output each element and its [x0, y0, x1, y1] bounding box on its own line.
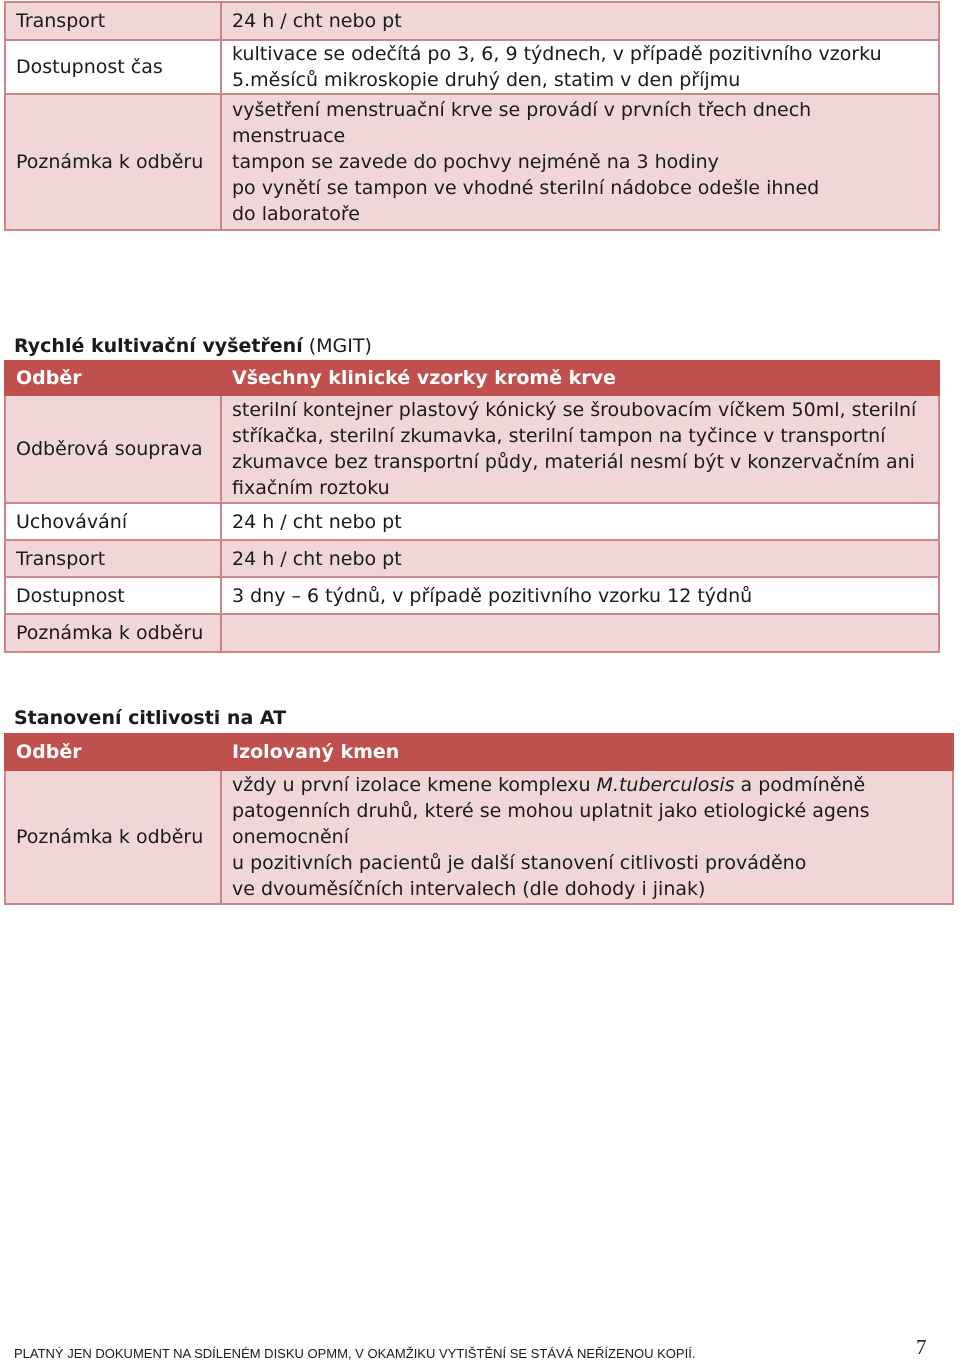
row-label: Uchovávání	[5, 503, 221, 540]
row-label: Odběrová souprava	[5, 395, 221, 503]
table-row	[5, 2, 939, 40]
section-title-bold: Rychlé kultivační vyšetření	[14, 335, 303, 357]
text-line: ve dvouměsíčních intervalech (dle dohody i jinak)	[232, 878, 706, 900]
row-label: Poznámka k odběru	[5, 614, 221, 652]
header-value: Všechny klinické vzorky kromě krve	[221, 361, 939, 395]
row-value	[221, 614, 939, 652]
text-line: sterilní kontejner plastový kónický se šroubovacím víčkem 50ml, sterilní	[232, 399, 917, 421]
text-line: po vynětí se tampon ve vhodné sterilní nádobce odešle ihned	[232, 177, 820, 199]
table-row	[5, 614, 939, 652]
table-at	[4, 733, 954, 905]
row-value: 3 dny – 6 týdnů, v případě pozitivního vzorku 12 týdnů	[221, 577, 939, 614]
text-line: zkumavce bez transportní půdy, materiál nesmí být v konzervačním ani	[232, 451, 915, 473]
section-title-suffix: (MGIT)	[302, 335, 372, 357]
table-row	[5, 40, 939, 94]
row-value: 24 h / cht nebo pt	[221, 540, 939, 577]
row-value: 24 h / cht nebo pt	[221, 503, 939, 540]
text-line: tampon se zavede do pochvy nejméně na 3 hodiny	[232, 151, 719, 173]
row-value	[221, 40, 939, 94]
text-line: onemocnění	[232, 826, 349, 848]
page-number: 7	[916, 1335, 927, 1359]
header-value: Izolovaný kmen	[221, 734, 953, 770]
text-line: kultivace se odečítá po 3, 6, 9 týdnech, v případě pozitivního vzorku	[232, 43, 882, 65]
row-value	[221, 770, 953, 904]
table-header-row	[5, 734, 953, 770]
section-title-mgit	[14, 334, 372, 358]
header-label: Odběr	[5, 361, 221, 395]
text-part: vždy u první izolace kmene komplexu	[232, 774, 597, 796]
text-line: menstruace	[232, 125, 346, 147]
text-line: fixačním roztoku	[232, 477, 390, 499]
table-row	[5, 94, 939, 230]
text-line: u pozitivních pacientů je další stanovení citlivosti prováděno	[232, 852, 807, 874]
header-label: Odběr	[5, 734, 221, 770]
text-line	[232, 772, 942, 798]
table-row	[5, 395, 939, 503]
table-header-row	[5, 361, 939, 395]
table-specimen-continued	[4, 1, 940, 231]
text-line: 5.měsíců mikroskopie druhý den, statim v den příjmu	[232, 69, 741, 91]
row-label: Dostupnost čas	[5, 40, 221, 94]
section-title-bold: Stanovení citlivosti na AT	[14, 707, 287, 729]
row-value	[221, 395, 939, 503]
row-label: Poznámka k odběru	[5, 770, 221, 904]
row-value: 24 h / cht nebo pt	[221, 2, 939, 40]
table-row	[5, 577, 939, 614]
row-label: Transport	[5, 2, 221, 40]
text-line: stříkačka, sterilní zkumavka, sterilní tampon na tyčince v transportní	[232, 425, 886, 447]
table-row	[5, 503, 939, 540]
row-label: Dostupnost	[5, 577, 221, 614]
row-label: Poznámka k odběru	[5, 94, 221, 230]
table-row	[5, 540, 939, 577]
table-row	[5, 770, 953, 904]
text-line: vyšetření menstruační krve se provádí v prvních třech dnech	[232, 99, 812, 121]
row-value	[221, 94, 939, 230]
table-mgit	[4, 360, 940, 653]
text-line: patogenních druhů, které se mohou uplatnit jako etiologické agens	[232, 800, 870, 822]
footer-disclaimer: PLATNÝ JEN DOKUMENT NA SDÍLENÉM DISKU OPMM, V OKAMŽIKU VYTIŠTĚNÍ SE STÁVÁ NEŘÍZENOU KOPIÍ.	[14, 1346, 696, 1361]
row-label: Transport	[5, 540, 221, 577]
section-title-at	[14, 706, 286, 730]
text-part: a podmíněně	[734, 774, 866, 796]
species-name: M.tuberculosis	[596, 774, 735, 796]
text-line: do laboratoře	[232, 203, 360, 225]
